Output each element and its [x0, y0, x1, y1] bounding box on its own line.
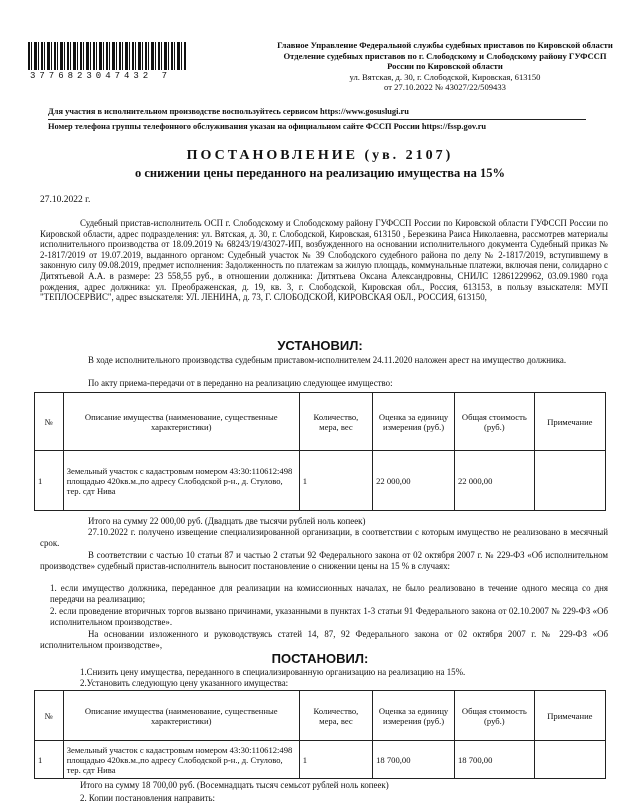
row-total: 22 000,00	[454, 451, 534, 511]
document-subtitle: о снижении цены переданного на реализацию имущества на 15%	[134, 166, 505, 180]
col-qty: Количество, мера, вес	[299, 691, 372, 741]
divider	[48, 119, 586, 120]
col-qty: Количество, мера, вес	[299, 393, 372, 451]
row-note	[534, 451, 605, 511]
phone-notice: Номер телефона группы телефонного обслуживания указан на официальном сайте ФССП России https://fssp.gov.ru	[48, 122, 487, 131]
row-qty: 1	[299, 741, 372, 779]
intro-paragraph: Судебный пристав-исполнитель ОСП г. Слободскому и Слободскому району ГУФССП России по Кировской области ГУФССП России по Кировской области, адрес подразделения: ул. Вятская, д. 30, г. Слободской, Кировская, 613150 , Березкина Раиса Николаевна, рассмотрев материалы исполнительного производства от 18.09.2019 № 68243/19/43027-ИП, возбужденного на основании исполнительного документа Судебный приказ № 2-1817/2019 от 19.07.2019, выданного органом: Судебный участок № 39 Слободского судебного района по делу № 2-1817/2019, вступившему в законную силу 09.08.2019, предмет исполнения: Задолженность по платежам за жилую площадь, коммунальные платежи, включая пени, солидарно с Дитятьевой А.А. в размере: 23 558,55 руб., в отношении должника: Дитятьева Оксана Александровны, СНИЛС 12861229962, 03.09.1980 года рождения, адрес должника: ул. Преображенская, д. 19, кв. 3, г. Слободской, Кировская обл., Россия, 613153, в пользу взыскателя: МУП "ТЕПЛОСЕРВИС", адрес взыскателя: УЛ. ЛЕНИНА, д. 73, Г. СЛОБОДСКОЙ, КИРОВСКАЯ ОБЛ., РОССИЯ, 613150,	[40, 218, 608, 303]
basis-paragraph: На основании изложенного и руководствуясь статей 14, 87, 92 Федерального закона от 02 октября 2007 г. № 229-ФЗ «Об исполнительном производстве»,	[40, 629, 608, 650]
case-2: 2. если проведение вторичных торгов вызвано причинами, указанными в пунктах 1-3 статьи 91 Федерального закона от 02.10.2007 № 229-ФЗ «Об исполнительном производстве».	[50, 606, 608, 627]
items-table-reduced	[34, 690, 606, 779]
department-header	[270, 40, 620, 93]
row-note	[534, 741, 605, 779]
resolved-2: 2.Установить следующую цену указанного имущества:	[80, 678, 289, 688]
col-note: Примечание	[534, 393, 605, 451]
col-unit-price: Оценка за единицу измерения (руб.)	[373, 691, 455, 741]
dept-line-1: Главное Управление Федеральной службы судебных приставов по Кировской области	[277, 40, 613, 50]
col-desc: Описание имущества (наименование, существенные характеристики)	[63, 691, 299, 741]
col-desc: Описание имущества (наименование, существенные характеристики)	[63, 393, 299, 451]
dept-address: ул. Вятская, д. 30, г. Слободской, Кировская, 613150	[349, 71, 541, 82]
col-note: Примечание	[534, 691, 605, 741]
total-reduced: Итого на сумму 18 700,00 руб. (Восемнадцать тысяч семьсот рублей ноль копеек)	[80, 780, 389, 790]
doc-reference: от 27.10.2022 № 43027/22/509433	[384, 82, 506, 92]
table-header-row	[35, 393, 606, 451]
gosuslugi-notice: Для участия в исполнительном производстве воспользуйтесь сервисом https://www.gosuslugi.ru	[48, 107, 409, 116]
barcode	[28, 42, 186, 70]
copies-line: 2. Копии постановления направить:	[80, 793, 215, 803]
table-row	[35, 451, 606, 511]
col-num: №	[35, 691, 64, 741]
document-title: ПОСТАНОВЛЕНИЕ (ув. 2107)	[186, 148, 454, 163]
table-row	[35, 741, 606, 779]
resolved-1: 1.Снизить цену имущества, переданного в специализированную организацию на реализацию на 15%.	[80, 667, 466, 677]
items-table-initial	[34, 392, 606, 511]
barcode-number: 3776823047432 7	[30, 71, 172, 81]
established-p1: В ходе исполнительного производства судебным приставом-исполнителем 24.11.2020 наложен арест на имущество должника.	[88, 355, 567, 365]
total-initial: Итого на сумму 22 000,00 руб. (Двадцать две тысячи рублей ноль копеек)	[88, 516, 366, 526]
col-num: №	[35, 393, 64, 451]
received-paragraph: 27.10.2022 г. получено извещение специализированной организации, в соответствии с которым имущество не реализовано в месячный срок.	[40, 527, 608, 548]
row-num: 1	[35, 451, 64, 511]
col-total: Общая стоимость (руб.)	[454, 393, 534, 451]
case-1: 1. если имущество должника, переданное для реализации на комиссионных началах, не было реализовано в течение одного месяца со дня передачи на реализацию;	[50, 583, 608, 604]
dept-line-2: Отделение судебных приставов по г. Слободскому и Слободскому району ГУФССП России по Кировской области	[283, 50, 607, 71]
established-heading: УСТАНОВИЛ:	[277, 338, 363, 353]
law-paragraph: В соответствии с частью 10 статьи 87 и частью 2 статьи 92 Федерального закона от 02 октября 2007 г. № 229-ФЗ «Об исполнительном производстве» судебный пристав-исполнитель выносит постановление о снижении цены на 15 % в случаях:	[40, 550, 608, 571]
resolved-heading: ПОСТАНОВИЛ:	[271, 651, 369, 666]
col-unit-price: Оценка за единицу измерения (руб.)	[373, 393, 455, 451]
row-unit-price: 22 000,00	[373, 451, 455, 511]
row-total: 18 700,00	[454, 741, 534, 779]
established-p2: По акту приема-передачи от в переданно на реализацию следующее имущество:	[88, 378, 393, 388]
row-qty: 1	[299, 451, 372, 511]
row-unit-price: 18 700,00	[373, 741, 455, 779]
document-date: 27.10.2022 г.	[40, 195, 91, 205]
col-total: Общая стоимость (руб.)	[454, 691, 534, 741]
row-desc: Земельный участок с кадастровым номером 43:30:110612:498 площадью 420кв.м.,по адресу Слободской р-н., д. Стулово, тер. сдт Нива	[63, 741, 299, 779]
row-num: 1	[35, 741, 64, 779]
row-desc: Земельный участок с кадастровым номером 43:30:110612:498 площадью 420кв.м.,по адресу Слободской р-н., д. Стулово, тер. сдт Нива	[63, 451, 299, 511]
table-header-row	[35, 691, 606, 741]
